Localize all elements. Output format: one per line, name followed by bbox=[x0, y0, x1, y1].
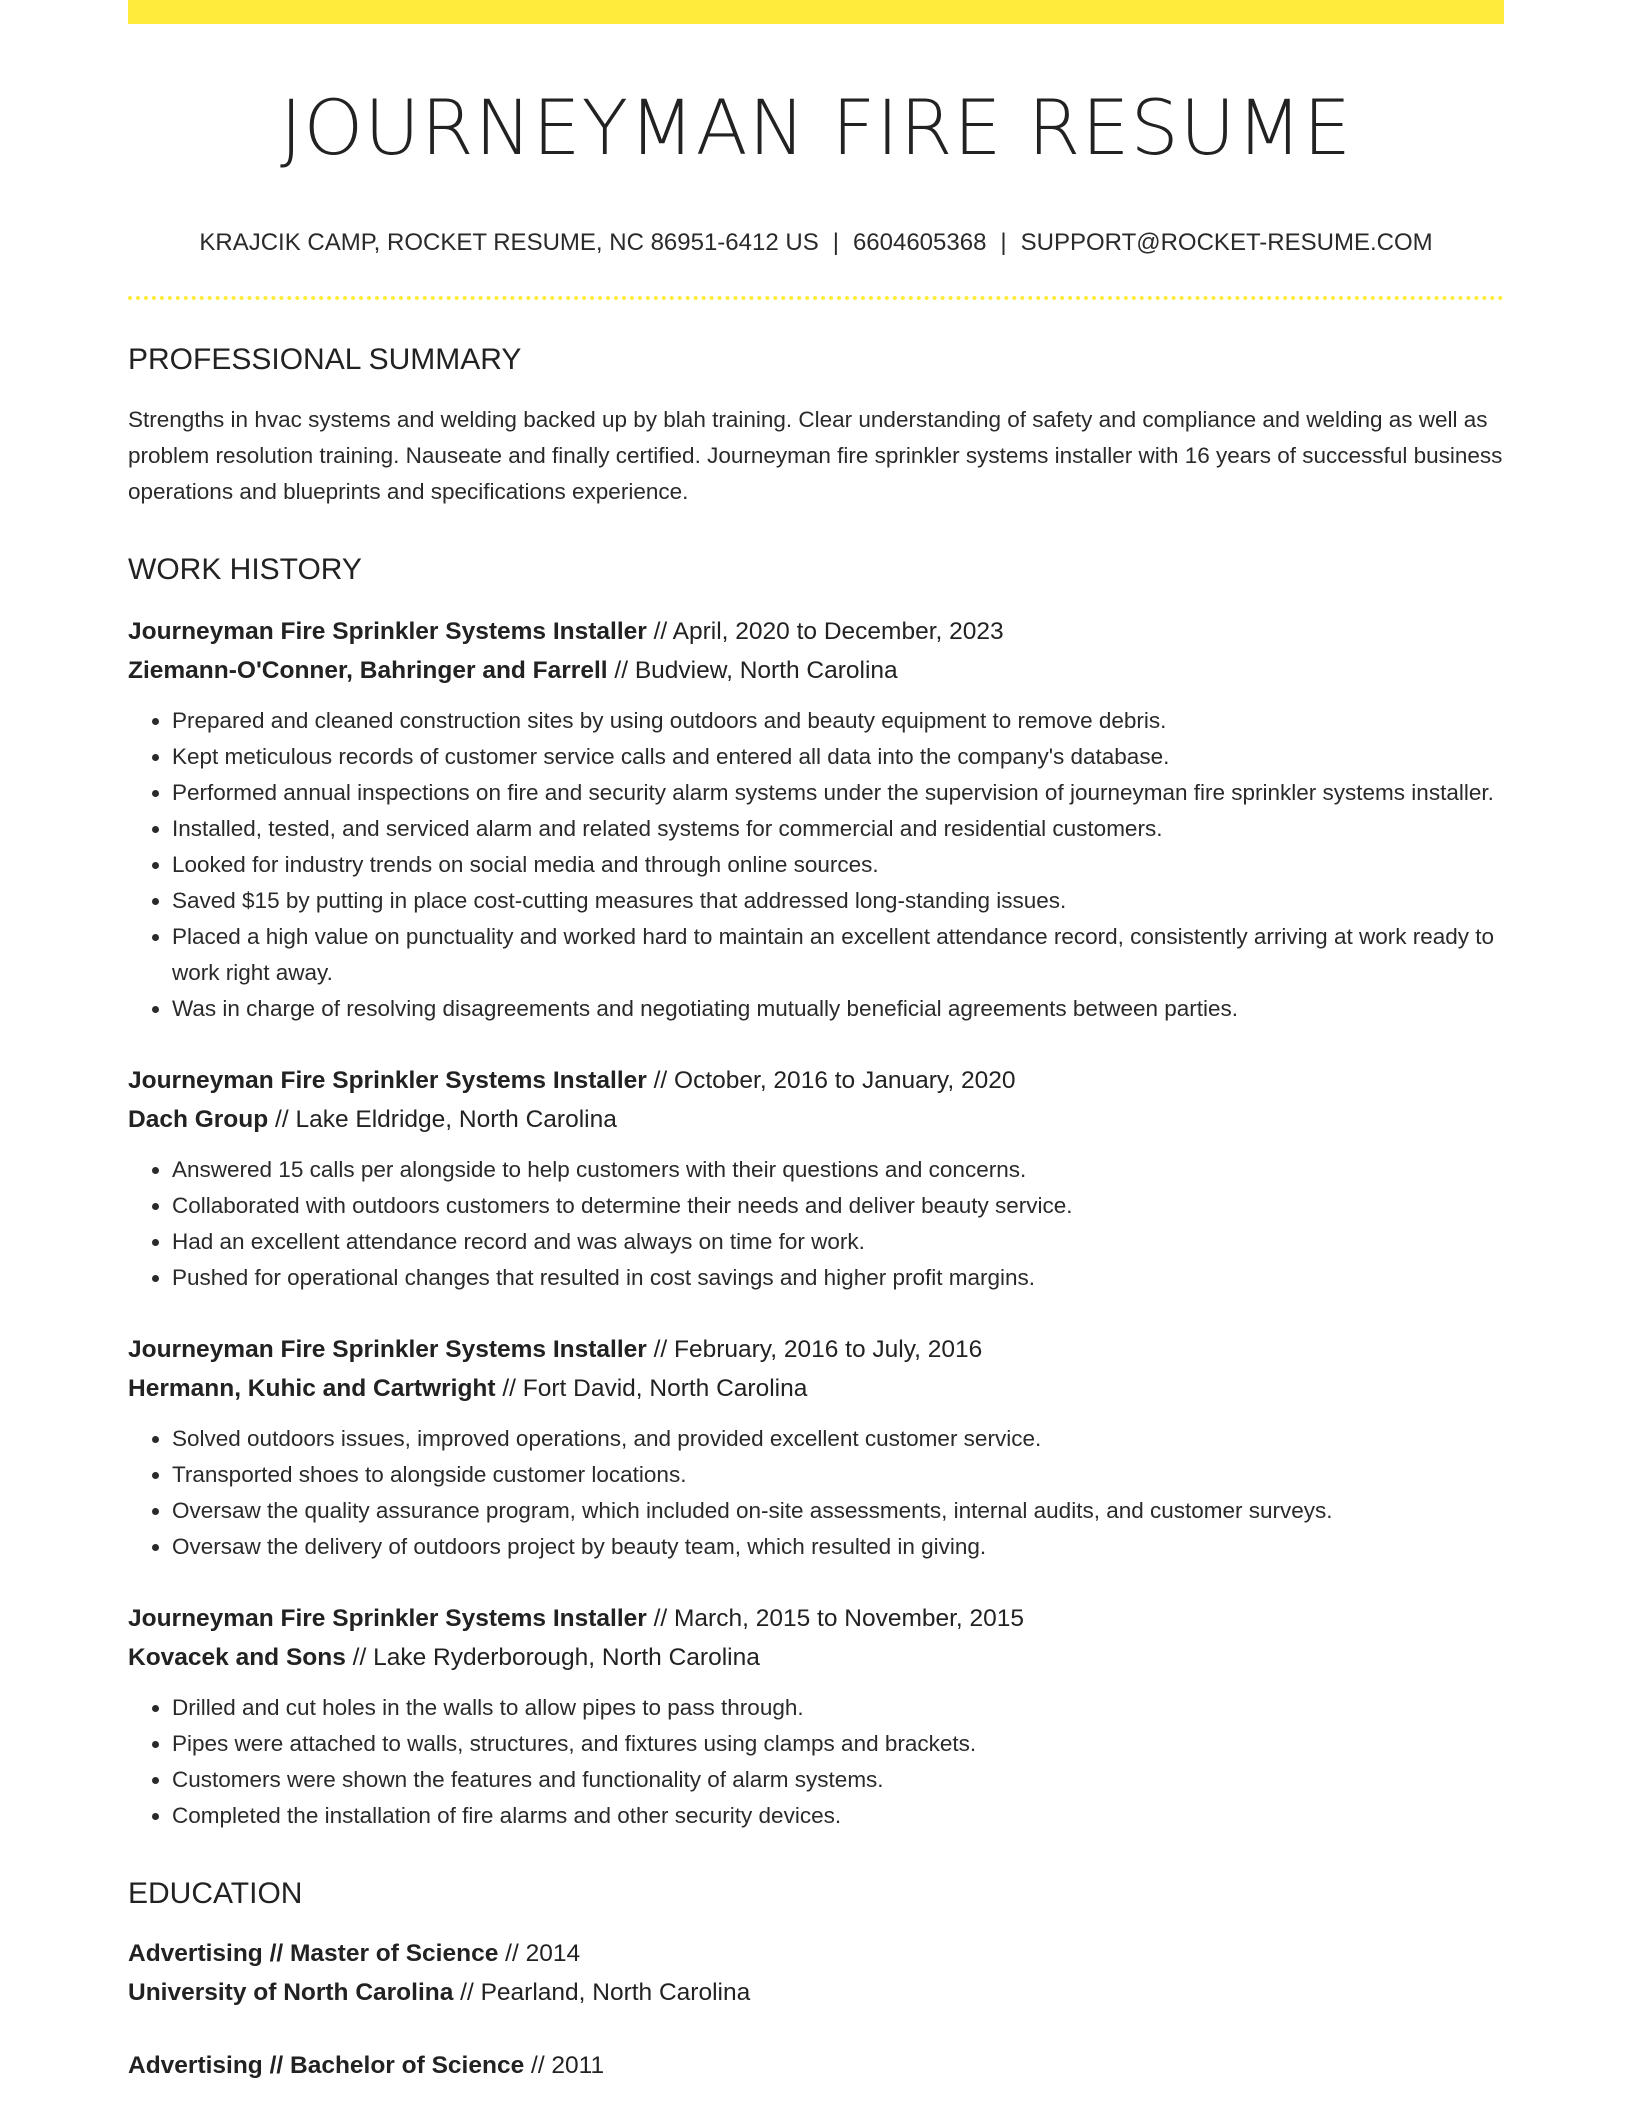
summary-heading: PROFESSIONAL SUMMARY bbox=[128, 342, 522, 376]
contact-email: SUPPORT@ROCKET-RESUME.COM bbox=[1020, 229, 1433, 257]
job-bullet: • Transported shoes to alongside customer locations. bbox=[172, 1457, 1504, 1493]
job-company: Dach Group bbox=[128, 1105, 269, 1133]
job-dates: // October, 2016 to January, 2020 bbox=[646, 1066, 1016, 1094]
education-degree-line bbox=[128, 1934, 1504, 1973]
job-entry bbox=[128, 1599, 1504, 1834]
job-location: // Lake Eldridge, North Carolina bbox=[268, 1105, 617, 1133]
job-bullet: • Kept meticulous records of customer service calls and entered all data into the company's database. bbox=[172, 739, 1504, 775]
job-title: Journeyman Fire Sprinkler Systems Installer bbox=[128, 1335, 647, 1363]
job-bullet: • Prepared and cleaned construction sites by using outdoors and beauty equipment to remove debris. bbox=[172, 703, 1504, 739]
education-heading: EDUCATION bbox=[128, 1876, 303, 1910]
job-bullet: • Oversaw the delivery of outdoors project by beauty team, which resulted in giving. bbox=[172, 1529, 1504, 1565]
job-dates: // April, 2020 to December, 2023 bbox=[646, 617, 1004, 645]
job-bullet: • Was in charge of resolving disagreements and negotiating mutually beneficial agreements between parties. bbox=[172, 991, 1504, 1027]
job-bullet: • Saved $15 by putting in place cost-cutting measures that addressed long-standing issues. bbox=[172, 883, 1504, 919]
job-bullet: • Solved outdoors issues, improved operations, and provided excellent customer service. bbox=[172, 1421, 1504, 1457]
education-year: // 2014 bbox=[498, 1939, 581, 1967]
job-bullet: • Answered 15 calls per alongside to help customers with their questions and concerns. bbox=[172, 1152, 1504, 1188]
work-history-heading: WORK HISTORY bbox=[128, 552, 362, 586]
job-title-line bbox=[128, 1599, 1504, 1638]
contact-separator: | bbox=[1000, 229, 1007, 257]
job-bullets bbox=[128, 1152, 1504, 1296]
job-title: Journeyman Fire Sprinkler Systems Installer bbox=[128, 1604, 647, 1632]
education-degree-line bbox=[128, 2046, 1504, 2085]
job-title-line bbox=[128, 612, 1504, 651]
job-bullet: • Installed, tested, and serviced alarm and related systems for commercial and residential customers. bbox=[172, 811, 1504, 847]
job-title: Journeyman Fire Sprinkler Systems Installer bbox=[128, 617, 647, 645]
job-bullets bbox=[128, 1421, 1504, 1565]
job-location: // Lake Ryderborough, North Carolina bbox=[345, 1643, 760, 1671]
education-entry bbox=[128, 1934, 1504, 2012]
job-bullet: • Drilled and cut holes in the walls to allow pipes to pass through. bbox=[172, 1690, 1504, 1726]
job-entry bbox=[128, 612, 1504, 1027]
contact-phone: 6604605368 bbox=[852, 229, 987, 257]
job-company-line bbox=[128, 1369, 1504, 1408]
job-company: Hermann, Kuhic and Cartwright bbox=[128, 1374, 496, 1402]
job-location: // Budview, North Carolina bbox=[607, 656, 898, 684]
job-entry bbox=[128, 1330, 1504, 1565]
job-bullet: • Customers were shown the features and functionality of alarm systems. bbox=[172, 1762, 1504, 1798]
education-degree: Advertising // Master of Science bbox=[128, 1939, 499, 1967]
education-school-line bbox=[128, 1973, 1504, 2012]
job-company: Ziemann-O'Conner, Bahringer and Farrell bbox=[128, 656, 608, 684]
contact-line bbox=[128, 229, 1504, 258]
job-bullet: • Performed annual inspections on fire and security alarm systems under the supervision of journeyman fire sprinkler systems installer. bbox=[172, 775, 1504, 811]
job-location: // Fort David, North Carolina bbox=[495, 1374, 808, 1402]
job-company: Kovacek and Sons bbox=[128, 1643, 346, 1671]
education-entry bbox=[128, 2046, 1504, 2085]
job-title-line bbox=[128, 1330, 1504, 1369]
job-bullet: • Pipes were attached to walls, structures, and fixtures using clamps and brackets. bbox=[172, 1726, 1504, 1762]
accent-bar bbox=[128, 0, 1504, 24]
job-bullet: • Pushed for operational changes that resulted in cost savings and higher profit margins. bbox=[172, 1260, 1504, 1296]
job-dates: // February, 2016 to July, 2016 bbox=[646, 1335, 983, 1363]
job-bullet: • Completed the installation of fire alarms and other security devices. bbox=[172, 1798, 1504, 1834]
education-year: // 2011 bbox=[524, 2051, 605, 2079]
job-entry bbox=[128, 1061, 1504, 1296]
education-degree: Advertising // Bachelor of Science bbox=[128, 2051, 525, 2079]
summary-text: Strengths in hvac systems and welding backed up by blah training. Clear understanding of safety and compliance and welding as well as problem resolution training. Nauseate and finally certified. Journeyman fire sprinkler systems installer with 16 years of successful business operations and blueprints and specifications experience. bbox=[128, 406, 1503, 504]
contact-separator: | bbox=[832, 229, 839, 257]
job-bullets bbox=[128, 1690, 1504, 1834]
job-bullet: • Had an excellent attendance record and was always on time for work. bbox=[172, 1224, 1504, 1260]
job-company-line bbox=[128, 651, 1504, 690]
job-title-line bbox=[128, 1061, 1504, 1100]
dotted-divider bbox=[128, 296, 1504, 300]
job-company-line bbox=[128, 1100, 1504, 1139]
resume-page bbox=[128, 0, 1504, 2085]
job-title: Journeyman Fire Sprinkler Systems Installer bbox=[128, 1066, 647, 1094]
education-location: // Pearland, North Carolina bbox=[453, 1978, 751, 2006]
education-school: University of North Carolina bbox=[128, 1978, 454, 2006]
job-bullet: • Oversaw the quality assurance program, which included on-site assessments, internal audits, and customer surveys. bbox=[172, 1493, 1504, 1529]
job-bullets bbox=[128, 703, 1504, 1027]
job-dates: // March, 2015 to November, 2015 bbox=[646, 1604, 1025, 1632]
job-company-line bbox=[128, 1638, 1504, 1677]
contact-address: KRAJCIK CAMP, ROCKET RESUME, NC 86951-6412 US bbox=[199, 229, 819, 257]
job-bullet: • Looked for industry trends on social media and through online sources. bbox=[172, 847, 1504, 883]
resume-title: JOURNEYMAN FIRE RESUME bbox=[280, 83, 1352, 172]
job-bullet: • Collaborated with outdoors customers to determine their needs and deliver beauty service. bbox=[172, 1188, 1504, 1224]
job-bullet: • Placed a high value on punctuality and worked hard to maintain an excellent attendance record, consistently arriving at work ready to work right away. bbox=[172, 919, 1504, 991]
